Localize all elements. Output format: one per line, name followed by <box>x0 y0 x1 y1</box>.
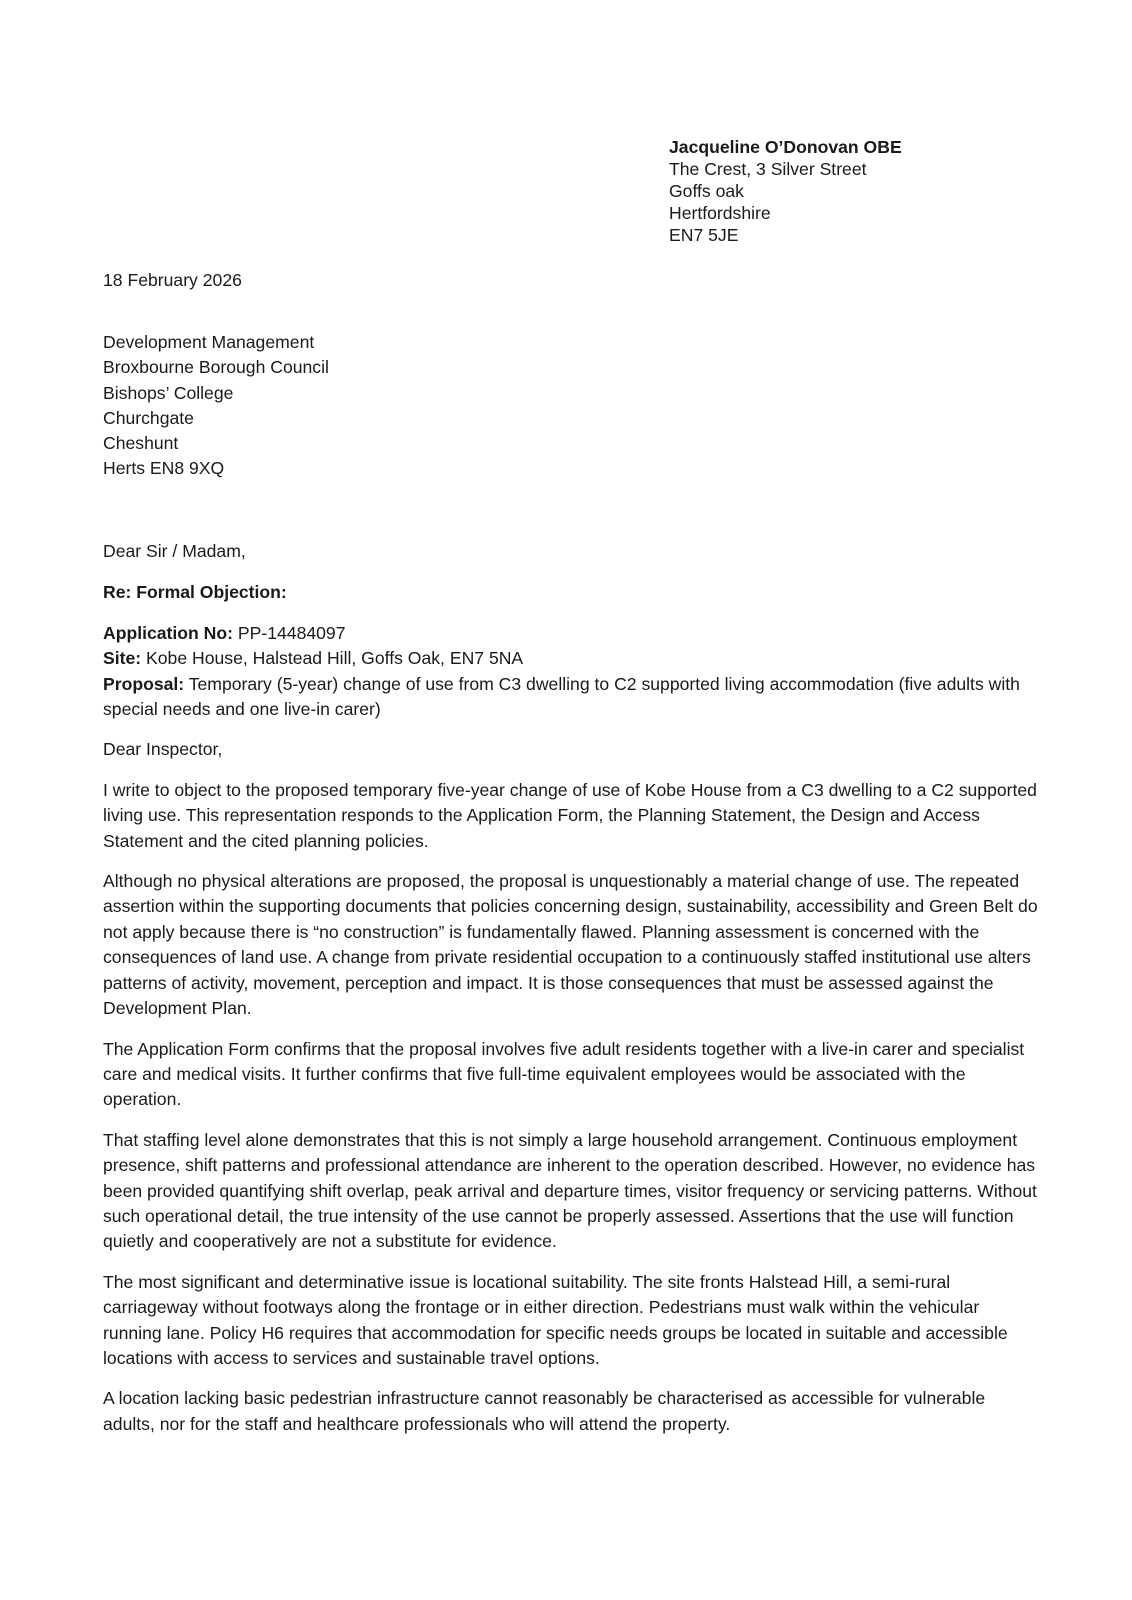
body-paragraph: That staffing level alone demonstrates that this is not simply a large household arrangement. Continuous employment presence, shift patterns and professional attendance are inherent to the operation described. However, no evidence has been provided quantifying shift overlap, peak arrival and departure times, visitor frequency or servicing patterns. Without such operational detail, the true intensity of the use cannot be properly assessed. Assertions that the use will function quietly and cooperatively are not a substitute for evidence. <box>103 1129 1037 1252</box>
sender-address-line: The Crest, 3 Silver Street <box>669 159 867 179</box>
site-value: Kobe House, Halstead Hill, Goffs Oak, EN7 5NA <box>141 648 524 669</box>
recipient-address-line: Bishops’ College <box>103 382 234 403</box>
application-details <box>103 621 1038 723</box>
body-paragraph: A location lacking basic pedestrian infrastructure cannot reasonably be characterised as accessible for vulnerable adults, nor for the staff and healthcare professionals who will attend the property. <box>103 1388 986 1434</box>
body-paragraph: The Application Form confirms that the proposal involves five adult residents together with a live-in carer and specialist care and medical visits. It further confirms that five full-time equivalent employees would be associated with the operation. <box>103 1038 1025 1110</box>
body-paragraph: Although no physical alterations are proposed, the proposal is unquestionably a material change of use. The repeated assertion within the supporting documents that policies concerning design, sustainability, accessibility and Green Belt do not apply because there is “no construction” is fundamentally flawed. Planning assessment is concerned with the consequences of land use. A change from private residential occupation to a continuously staffed institutional use alters patterns of activity, movement, perception and impact. It is those consequences that must be assessed against the Development Plan. <box>103 871 1038 1019</box>
salutation: Dear Sir / Madam, <box>103 541 246 561</box>
letter-date: 18 February 2026 <box>103 270 242 290</box>
application-number-value: PP-14484097 <box>233 622 346 643</box>
letter-body <box>103 539 1038 1452</box>
recipient-address-line: Broxbourne Borough Council <box>103 357 329 378</box>
proposal-row <box>103 672 1038 723</box>
application-number-label: Application No: <box>103 622 233 643</box>
proposal-value: Temporary (5-year) change of use from C3 dwelling to C2 supported living accommodation (five adults with special needs and one live-in carer) <box>103 673 1020 720</box>
sender-address-line: EN7 5JE <box>669 225 739 245</box>
recipient-address-line: Cheshunt <box>103 433 179 454</box>
sender-address-block <box>669 136 902 246</box>
sender-name: Jacqueline O’Donovan OBE <box>669 137 902 157</box>
second-salutation: Dear Inspector, <box>103 739 223 760</box>
recipient-address-line: Development Management <box>103 332 315 352</box>
site-row <box>103 646 1038 671</box>
site-label: Site: <box>103 648 142 669</box>
proposal-label: Proposal: <box>103 673 185 694</box>
application-number-row <box>103 621 1038 646</box>
subject-line: Re: Formal Objection: <box>103 582 287 603</box>
recipient-address-block <box>103 330 329 482</box>
recipient-address-line: Herts EN8 9XQ <box>103 458 225 479</box>
body-paragraph: The most significant and determinative issue is locational suitability. The site fronts Halstead Hill, a semi-rural carriageway without footways along the frontage or in either direction. Pedestrians must walk within the vehicular running lane. Policy H6 requires that accommodation for specific needs groups be located in suitable and accessible locations with access to services and sustainable travel options. <box>103 1271 1008 1368</box>
recipient-address-line: Churchgate <box>103 407 194 428</box>
sender-address-line: Goffs oak <box>669 181 744 201</box>
sender-address-line: Hertfordshire <box>669 203 771 223</box>
body-paragraph: I write to object to the proposed temporary five-year change of use of Kobe House from a C3 dwelling to a C2 supported living use. This representation responds to the Application Form, the Planning Statement, the Design and Access Statement and the cited planning policies. <box>103 779 1037 851</box>
